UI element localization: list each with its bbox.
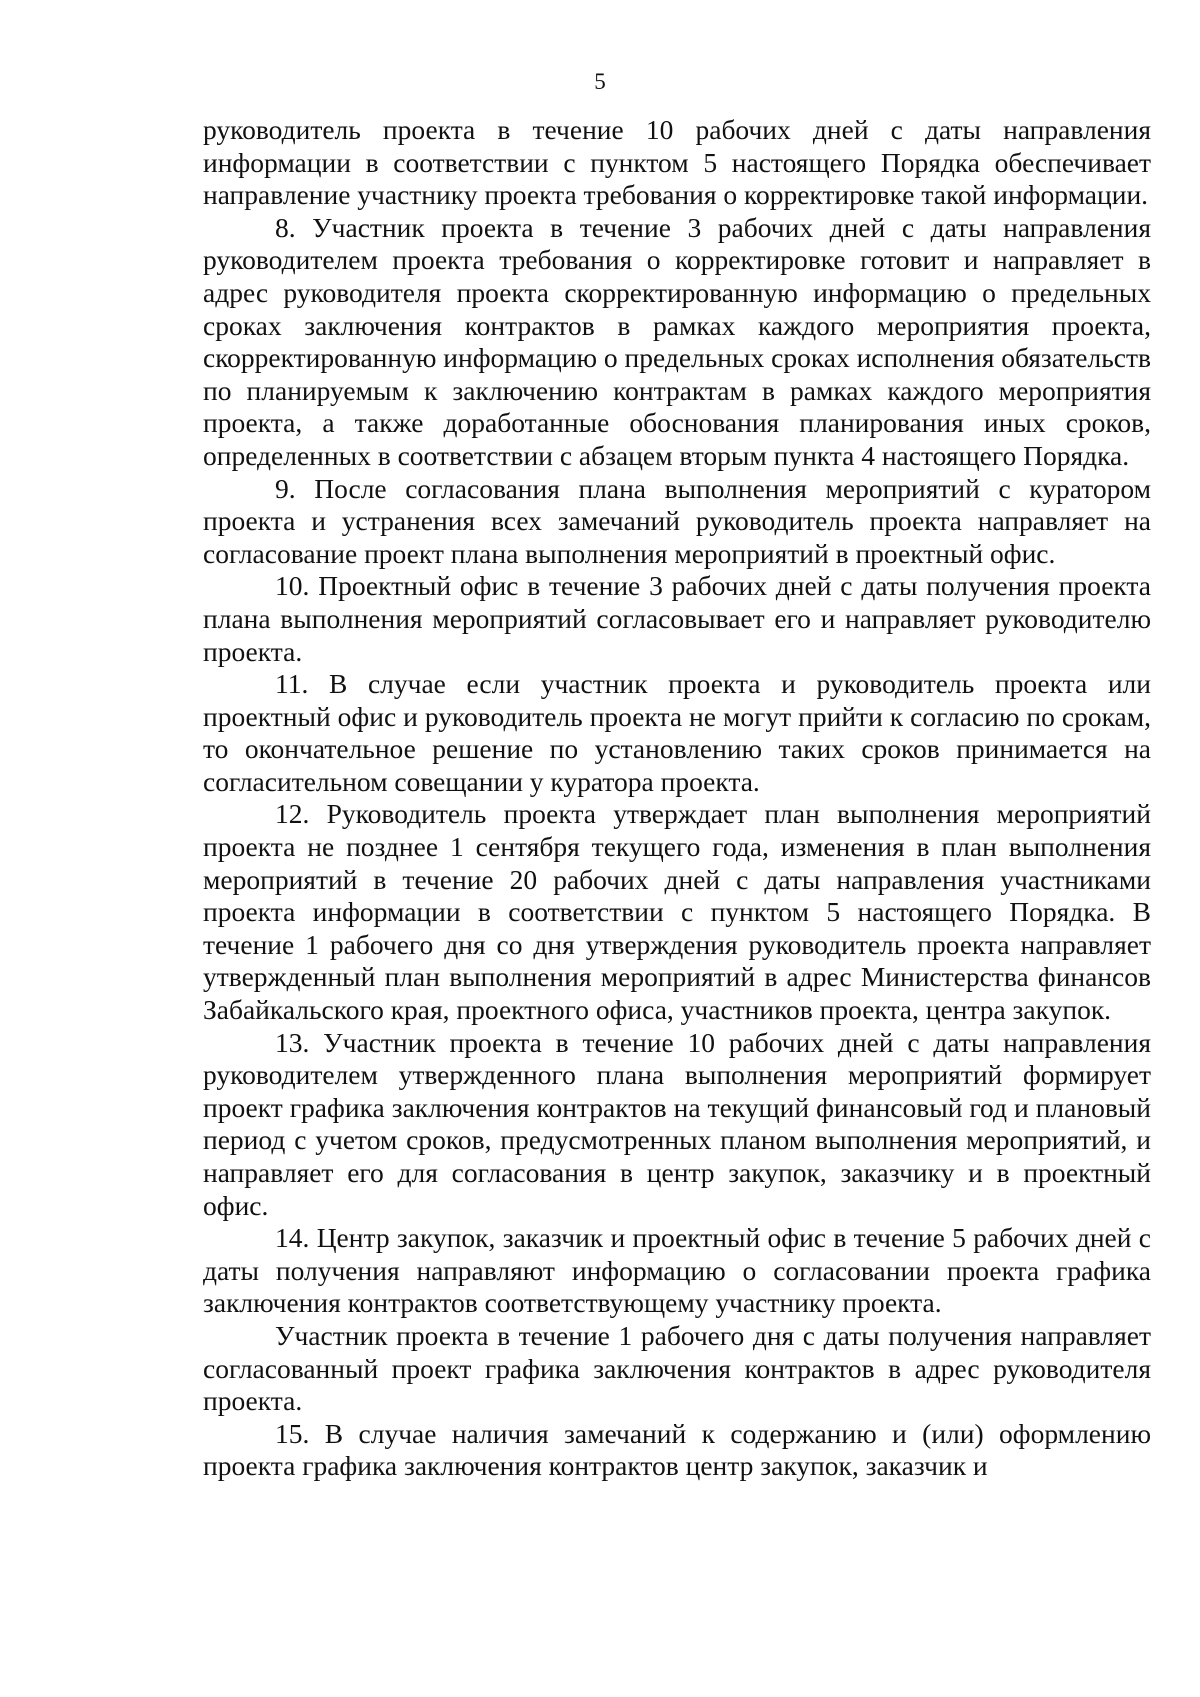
paragraph-13: 13. Участник проекта в течение 10 рабочих дней с даты направления руководителем утвержденного плана выполнения мероприятий формирует проект графика заключения контрактов на текущий финансовый год и плановый период с учетом сроков, предусмотренных планом выполнения мероприятий, и направляет его для согласования в центр закупок, заказчику и в проектный офис. — [203, 1026, 1151, 1221]
paragraph-8: 8. Участник проекта в течение 3 рабочих дней с даты направления руководителем проекта требования о корректировке готовит и направляет в адрес руководителя проекта скорректированную информацию о предельных сроках заключения контрактов в рамках каждого мероприятия проекта, скорректированную информацию о предельных сроках исполнения обязательств по планируемым к заключению контрактам в рамках каждого мероприятия проекта, а также доработанные обоснования планирования иных сроков, определенных в соответствии с абзацем вторым пункта 4 настоящего Порядка. — [203, 211, 1151, 471]
paragraph-14: 14. Центр закупок, заказчик и проектный офис в течение 5 рабочих дней с даты получения направляют информацию о согласовании проекта графика заключения контрактов соответствующему участнику проекта. — [203, 1222, 1151, 1319]
paragraph-11: 11. В случае если участник проекта и руководитель проекта или проектный офис и руководитель проекта не могут прийти к согласию по срокам, то окончательное решение по установлению таких сроков принимается на согласительном совещании у куратора проекта. — [203, 668, 1151, 797]
document-text — [203, 114, 1151, 1483]
paragraph-10: 10. Проектный офис в течение 3 рабочих дней с даты получения проекта плана выполнения мероприятий согласовывает его и направляет руководителю проекта. — [203, 570, 1151, 667]
page-number: 5 — [594, 69, 606, 94]
paragraph-continuation: руководитель проекта в течение 10 рабочих дней с даты направления информации в соответствии с пунктом 5 настоящего Порядка обеспечивает направление участнику проекта требования о корректировке такой информации. — [203, 114, 1151, 211]
paragraph-9: 9. После согласования плана выполнения мероприятий с куратором проекта и устранения всех замечаний руководитель проекта направляет на согласование проект плана выполнения мероприятий в проектный офис. — [203, 472, 1151, 569]
paragraph-14-second: Участник проекта в течение 1 рабочего дня с даты получения направляет согласованный проект графика заключения контрактов в адрес руководителя проекта. — [203, 1319, 1151, 1417]
paragraph-12: 12. Руководитель проекта утверждает план выполнения мероприятий проекта не позднее 1 сентября текущего года, изменения в план выполнения мероприятий в течение 20 рабочих дней с даты направления участниками проекта информации в соответствии с пунктом 5 настоящего Порядка. В течение 1 рабочего дня со дня утверждения руководитель проекта направляет утвержденный план выполнения мероприятий в адрес Министерства финансов Забайкальского края, проектного офиса, участников проекта, центра закупок. — [203, 798, 1151, 1026]
paragraph-15: 15. В случае наличия замечаний к содержанию и (или) оформлению проекта графика заключения контрактов центр закупок, заказчик и — [203, 1417, 1151, 1482]
